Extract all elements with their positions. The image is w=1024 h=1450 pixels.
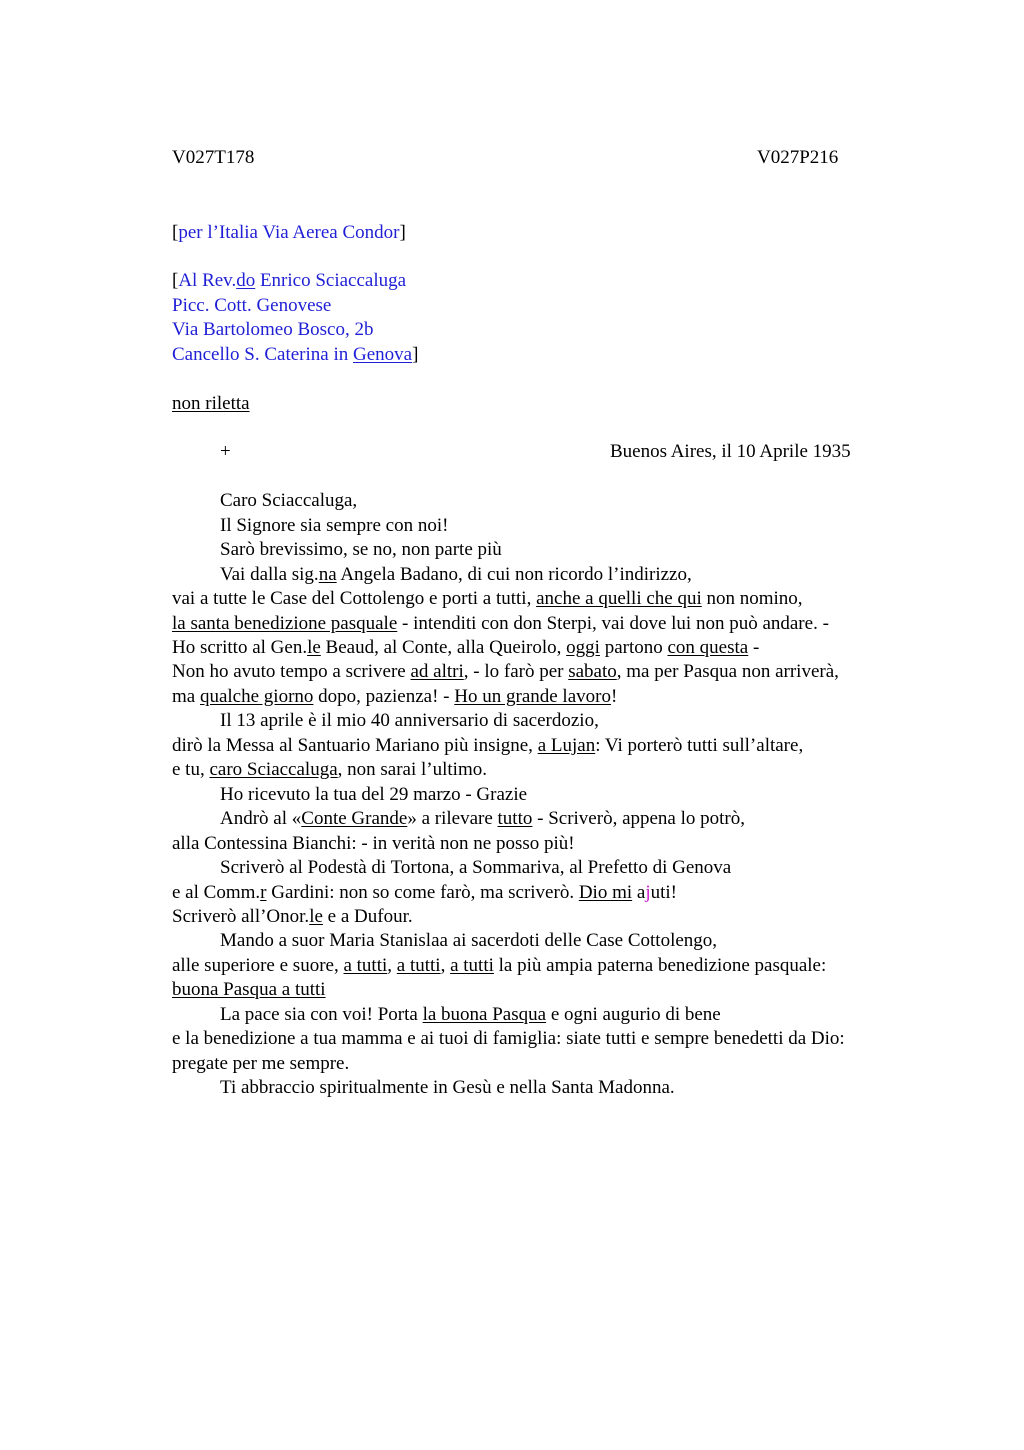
body-line: Mando a suor Maria Stanislaa ai sacerdoti delle Case Cottolengo, — [220, 930, 718, 951]
body-line: buona Pasqua a tutti — [172, 979, 326, 1000]
body-line: e al Comm.r Gardini: non so come farò, ma scriverò. Dio mi ajuti! — [172, 882, 677, 903]
dateline: Buenos Aires, il 10 Aprile 1935 — [610, 441, 851, 462]
body-line: Non ho avuto tempo a scrivere ad altri, - lo farò per sabato, ma per Pasqua non arriverà, — [172, 661, 839, 682]
body-line: La pace sia con voi! Porta la buona Pasqua e ogni augurio di bene — [220, 1004, 721, 1025]
envelope-via-line: [per l’Italia Via Aerea Condor] — [172, 222, 406, 243]
envelope-via: per l’Italia Via Aerea Condor — [178, 222, 400, 243]
address-line-3: Via Bartolomeo Bosco, 2b — [172, 319, 374, 340]
closing-line: Ti abbraccio spiritualmente in Gesù e nella Santa Madonna. — [220, 1077, 675, 1098]
address-line-2: Picc. Cott. Genovese — [172, 295, 332, 316]
body-line: Il Signore sia sempre con noi! — [220, 515, 449, 536]
body-line: alle superiore e suore, a tutti, a tutti, a tutti la più ampia paterna benedizione pasquale: — [172, 955, 827, 976]
body-line: Ho ricevuto la tua del 29 marzo - Grazie — [220, 784, 528, 805]
body-line: la santa benedizione pasquale - intenditi con don Sterpi, vai dove lui non può andare. - — [172, 613, 829, 634]
body-line: Andrò al «Conte Grande» a rilevare tutto - Scriverò, appena lo potrò, — [220, 808, 746, 829]
editorial-note: non riletta — [172, 393, 250, 414]
body-line: Ho scritto al Gen.le Beaud, al Conte, alla Queirolo, oggi partono con questa - — [172, 637, 760, 658]
body-line: dirò la Messa al Santuario Mariano più insigne, a Lujan: Vi porterò tutti sull’altare, — [172, 735, 804, 756]
body-line: Scriverò all’Onor.le e a Dufour. — [172, 906, 413, 927]
body-line: Il 13 aprile è il mio 40 anniversario di sacerdozio, — [220, 710, 599, 731]
body-line: Sarò brevissimo, se no, non parte più — [220, 539, 502, 560]
body-line: Scriverò al Podestà di Tortona, a Sommariva, al Prefetto di Genova — [220, 857, 732, 878]
salutation: Caro Sciaccaluga, — [220, 490, 358, 511]
body-line: e la benedizione a tua mamma e ai tuoi di famiglia: siate tutti e sempre benedetti da Dio: — [172, 1028, 845, 1049]
address-line-4: Cancello S. Caterina in Genova] — [172, 344, 419, 365]
highlighted-letter: j — [645, 882, 651, 903]
document-code-right: V027P216 — [757, 147, 839, 168]
body-line: e tu, caro Sciaccaluga, non sarai l’ultimo. — [172, 759, 487, 780]
body-line: ma qualche giorno dopo, pazienza! - Ho un grande lavoro! — [172, 686, 618, 707]
body-line: alla Contessina Bianchi: - in verità non ne posso più! — [172, 833, 575, 854]
document-code-left: V027T178 — [172, 147, 255, 168]
address-line-1: [Al Rev.do Enrico Sciaccaluga — [172, 270, 407, 291]
cross-symbol: + — [220, 441, 231, 462]
body-line: pregate per me sempre. — [172, 1053, 350, 1074]
body-line: Vai dalla sig.na Angela Badano, di cui non ricordo l’indirizzo, — [220, 564, 692, 585]
body-line: vai a tutte le Case del Cottolengo e porti a tutti, anche a quelli che qui non nomino, — [172, 588, 803, 609]
